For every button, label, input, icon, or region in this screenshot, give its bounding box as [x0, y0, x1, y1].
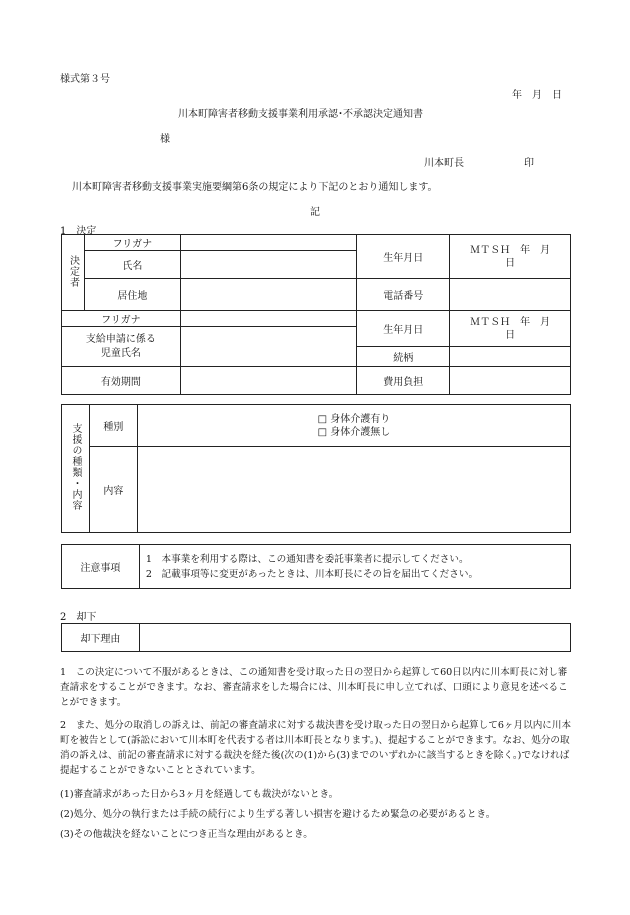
- name-label: 氏名: [84, 251, 180, 279]
- section-decision-heading: 1 決定: [60, 226, 97, 237]
- child-furigana-value[interactable]: [180, 311, 357, 327]
- support-side-label: 支援の種類・内容: [62, 405, 90, 533]
- address-label: 居住地: [84, 279, 180, 311]
- furigana-value[interactable]: [180, 235, 357, 251]
- rejection-reason-label: 却下理由: [62, 624, 140, 652]
- seal-mark: 印: [524, 158, 534, 169]
- notes-content: [139, 545, 570, 589]
- exception-item-2: (2)処分、処分の執行または手続の続行により生ずる著しい損害を避けるため緊急の必要があるとき。: [60, 809, 496, 820]
- addressee-suffix: 様: [160, 134, 170, 145]
- notes-table: [61, 544, 571, 589]
- exception-item-1: (1)審査請求があった日から3ヶ月を経過しても裁決がないとき。: [60, 789, 339, 800]
- sender: 川本町長: [424, 158, 464, 169]
- cost-burden-value[interactable]: [450, 367, 571, 395]
- relationship-label: 続柄: [357, 347, 450, 367]
- appeal-paragraph: 1 この決定について不服があるときは、この通知書を受け取った日の翌日から起算して60日以内に川本町長に対し審査請求をすることができます。なお、審査請求をした場合には、川本町長に申し立てれば、口頭により意見を述べることができます。: [60, 667, 568, 708]
- intro-text: 川本町障害者移動支援事業実施要綱第6条の規定により下記のとおり通知します。: [72, 182, 438, 193]
- document-title: 川本町障害者移動支援事業利用承認･不承認決定通知書: [178, 109, 423, 120]
- valid-period-label: 有効期間: [62, 367, 181, 395]
- option-with-care[interactable]: □ 身体介護有り: [317, 413, 391, 425]
- child-name-label: 支給申請に係る 児童氏名: [62, 327, 181, 367]
- issue-date: 年 月 日: [512, 90, 562, 101]
- child-furigana-label: フリガナ: [62, 311, 181, 327]
- support-type-options: [137, 405, 570, 447]
- support-content-value[interactable]: [137, 447, 570, 533]
- child-birthdate-label: 生年月日: [357, 311, 450, 347]
- section-rejection-heading: 2 却下: [60, 612, 97, 623]
- name-value[interactable]: [180, 251, 357, 279]
- support-type-label: 種別: [89, 405, 137, 447]
- note-line-2: 2 記載事項等に変更があったときは、川本町長にその旨を届出てください。: [145, 568, 479, 580]
- note-line-1: 1 本事業を利用する際は、この通知書を委託事業者に提示してください。: [145, 553, 469, 565]
- birthdate-value[interactable]: ＭＴＳＨ 年 月 日: [450, 235, 571, 279]
- address-value[interactable]: [180, 279, 357, 311]
- ki-mark: 記: [310, 207, 320, 218]
- form-number: 様式第３号: [60, 74, 110, 85]
- valid-period-value[interactable]: [180, 367, 357, 395]
- support-content-label: 内容: [89, 447, 137, 533]
- rejection-reason-value[interactable]: [139, 624, 570, 652]
- lawsuit-paragraph: 2 また、処分の取消しの訴えは、前記の審査請求に対する裁決書を受け取った日の翌日から起算して6ヶ月以内に川本町を被告として(訴訟において川本町を代表する者は川本町長となります。)、提起することができます。なお、処分の取消の訴えは、前記の審査請求に対する裁決を経た後(次の(1)から(3)までのいずれかに該当するときを除く。)でなければ提起することができないこととされています。: [60, 720, 572, 776]
- cost-burden-label: 費用負担: [357, 367, 450, 395]
- furigana-label: フリガナ: [84, 235, 180, 251]
- option-without-care[interactable]: □ 身体介護無し: [317, 426, 391, 438]
- exception-item-3: (3)その他裁決を経ないことにつき正当な理由があるとき。: [60, 829, 313, 840]
- decision-table: [61, 234, 571, 395]
- support-table: [61, 404, 571, 533]
- phone-label: 電話番号: [357, 279, 450, 311]
- birthdate-label: 生年月日: [357, 235, 450, 279]
- rejection-table: [61, 623, 571, 652]
- relationship-value[interactable]: [450, 347, 571, 367]
- child-birthdate-value[interactable]: ＭＴＳＨ 年 月 日: [450, 311, 571, 347]
- phone-value[interactable]: [450, 279, 571, 311]
- notes-label: 注意事項: [62, 545, 140, 589]
- child-name-value[interactable]: [180, 327, 357, 367]
- decider-label-cell: 決定者: [62, 235, 85, 311]
